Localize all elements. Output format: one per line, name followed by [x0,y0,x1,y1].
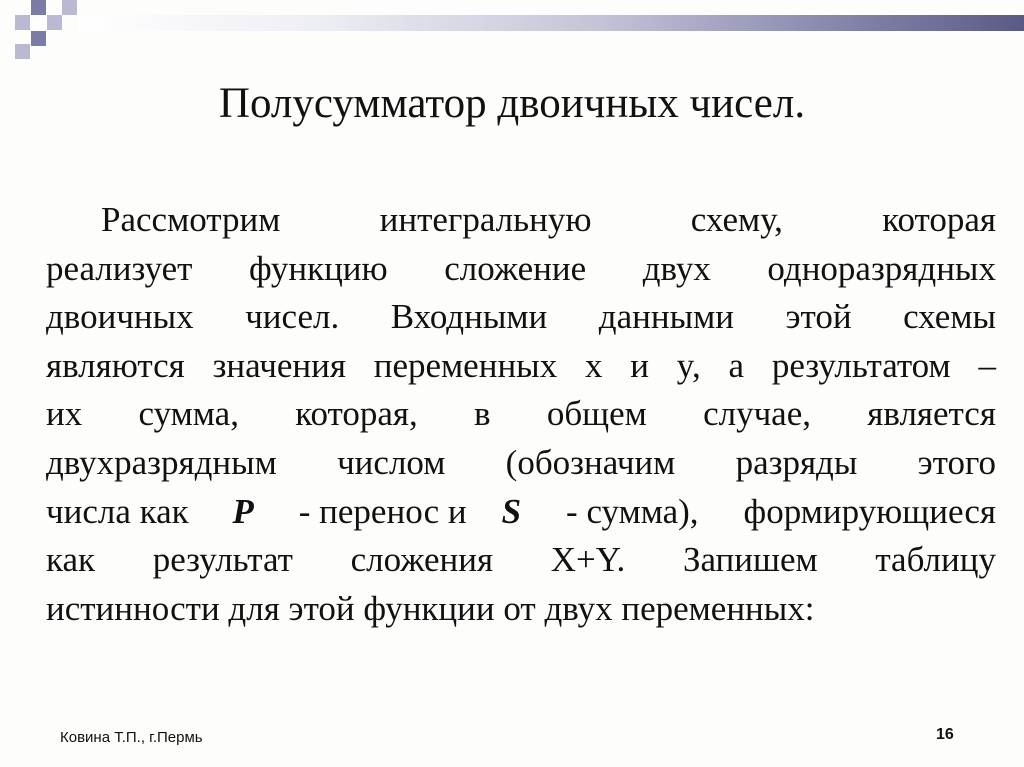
paragraph-word: переменных [373,345,558,385]
paragraph-word: двоичных [46,297,194,337]
paragraph-word: которая [882,200,996,239]
paragraph-word: и [630,345,649,385]
paragraph-word: значения [212,345,346,385]
carry-variable: P [232,491,254,531]
line7-part1: числа как [46,491,189,531]
paragraph-line [46,390,996,439]
paragraph-word: двух [642,248,711,288]
paragraph-line [46,293,996,342]
slide-body-paragraph [46,196,996,633]
header-decoration [0,0,1024,60]
paragraph-word: одноразрядных [767,248,996,288]
paragraph-word: является [867,394,996,434]
paragraph-word: общем [546,394,647,434]
sum-variable: S [501,491,522,531]
paragraph-line [46,342,996,391]
paragraph-word: сложение [444,248,587,288]
paragraph-line-9: истинности для этой функции от двух переменных: [46,588,815,628]
paragraph-word: реализует [46,248,193,288]
paragraph-word: схему, [690,200,783,239]
paragraph-line [46,245,996,294]
paragraph-line [46,439,996,488]
decor-square [47,15,62,30]
paragraph-word: схемы [903,297,996,337]
paragraph-word: Входными [390,297,548,337]
paragraph-word: а [728,345,745,385]
line7-part4: формирующиеся [743,491,996,531]
paragraph-word: y, [676,345,701,385]
decor-square [15,44,30,59]
decor-square [15,15,30,30]
paragraph-word: числом [337,442,446,482]
slide-title: Полусумматор двоичных чисел. [218,80,806,127]
paragraph-word: как [46,540,96,580]
page-number: 16 [936,726,954,743]
paragraph-word: (обозначим [505,442,676,482]
paragraph-line-7 [46,488,996,537]
paragraph-word: функцию [249,248,388,288]
paragraph-word: сумма, [138,394,239,434]
paragraph-word: двухразрядным [46,442,277,482]
paragraph-word: Рассмотрим [101,200,281,239]
paragraph-word: чисел. [245,297,340,337]
paragraph-word: сложения [350,540,494,580]
decor-square [62,0,77,15]
paragraph-word: x [584,345,603,385]
decor-square [31,31,46,46]
paragraph-word: Запишем [682,540,818,580]
paragraph-word: данными [598,297,734,337]
paragraph-text [46,488,254,537]
paragraph-word: в [474,394,491,434]
paragraph-word: таблицу [875,540,996,580]
paragraph-line-8 [46,536,996,585]
paragraph-word: этой [785,297,852,337]
paragraph-text [299,488,521,537]
paragraph-word: случае, [703,394,812,434]
paragraph-word: этого [917,442,996,482]
decor-square [31,0,46,15]
paragraph-word: интегральную [379,200,592,239]
paragraph-word: их [46,394,83,434]
paragraph-word: которая, [295,394,418,434]
paragraph-line [46,196,996,245]
line7-part3: - сумма), [566,491,699,531]
paragraph-word: X+Y. [550,540,626,580]
paragraph-word: результатом [771,345,951,385]
paragraph-word: являются [46,345,185,385]
line7-part2: - перенос и [298,491,467,531]
footer-author: Ковина Т.П., г.Пермь [60,729,203,746]
paragraph-word: разряды [735,442,858,482]
paragraph-word: – [978,345,996,385]
paragraph-word: результат [152,540,293,580]
header-gradient-bar [78,15,1024,31]
